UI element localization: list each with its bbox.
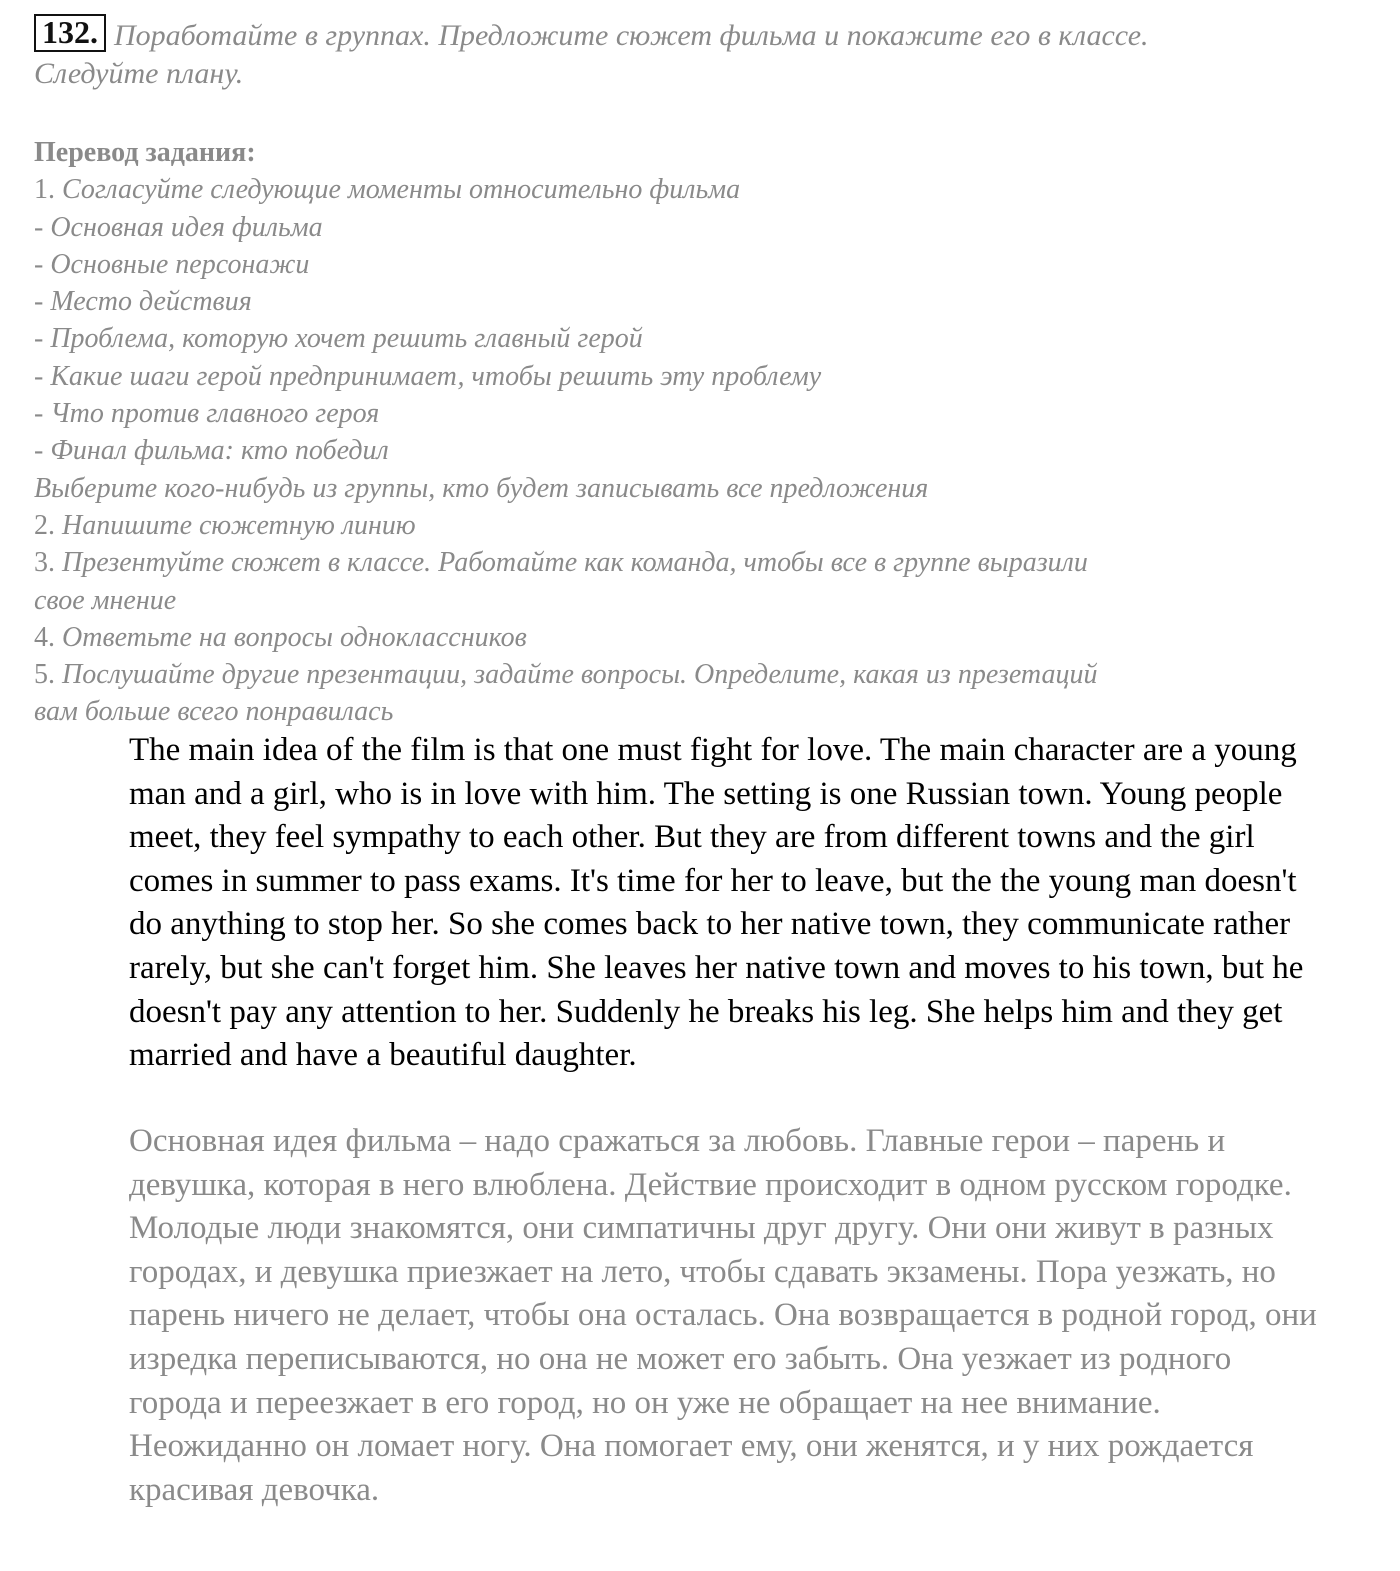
translation-line: 4. Ответьте на вопросы одноклассников <box>34 621 527 653</box>
translation-line: 3. Презентуйте сюжет в классе. Работайте как команда, чтобы все в группе выразили <box>34 547 1088 579</box>
translation-heading: Перевод задания: <box>34 137 256 168</box>
translation-line: - Основные персонажи <box>34 248 310 280</box>
translation-line: Выберите кого-нибудь из группы, кто будет записывать все предложения <box>34 472 929 504</box>
translation-line: - Финал фильма: кто победил <box>34 435 389 467</box>
translation-line: - Что против главного героя <box>34 398 380 430</box>
translation-line: - Место действия <box>34 286 252 318</box>
translation-line: - Основная идея фильма <box>34 211 323 243</box>
translation-line: 5. Послушайте другие презентации, задайте вопросы. Определите, какая из презетаций <box>34 659 1098 691</box>
task-instruction-line-2: Следуйте плану. <box>34 57 244 90</box>
task-number-box: 132. <box>34 14 106 52</box>
translation-line: 2. Напишите сюжетную линию <box>34 509 416 541</box>
translation-line: - Проблема, которую хочет решить главный герой <box>34 323 643 355</box>
translation-line: свое мнение <box>34 584 177 616</box>
task-header <box>34 14 1354 93</box>
task-instruction-line-1: Поработайте в группах. Предложите сюжет фильма и покажите его в классе. <box>114 19 1149 52</box>
translation-line: вам больше всего понравилась <box>34 696 394 728</box>
russian-answer-paragraph: Основная идея фильма – надо сражаться за любовь. Главные герои – парень и девушка, которая в него влюблена. Действие происходит в одном русском городке. Молодые люди знакомятся, они симпатичны друг другу. Они они живут в разных городах, и девушка приезжает на лето, чтобы сдавать экзамены. Пора уезжать, но парень ничего не делает, чтобы она осталась. Она возвращается в родной город, они изредка переписываются, но она не может его забыть. Она уезжает из родного города и переезжает в его город, но он уже не обращает на нее внимание. Неожиданно он ломает ногу. Она помогает ему, они женятся, и у них рождается красивая девочка. <box>129 1123 1317 1508</box>
translation-line: - Какие шаги герой предпринимает, чтобы решить эту проблему <box>34 360 822 392</box>
translation-line: 1. Согласуйте следующие моменты относительно фильма <box>34 174 741 206</box>
translation-block <box>34 134 1364 731</box>
english-answer-paragraph: The main idea of the film is that one must fight for love. The main character are a young man and a girl, who is in love with him. The setting is one Russian town. Young people meet, they feel sympathy to each other. But they are from different towns and the girl comes in summer to pass exams. It's time for her to leave, but the the young man doesn't do anything to stop her. So she comes back to her native town, they communicate rather rarely, but she can't forget him. She leaves her native town and moves to his town, but he doesn't pay any attention to her. Suddenly he breaks his leg. She helps him and they get married and have a beautiful daughter. <box>129 732 1304 1074</box>
